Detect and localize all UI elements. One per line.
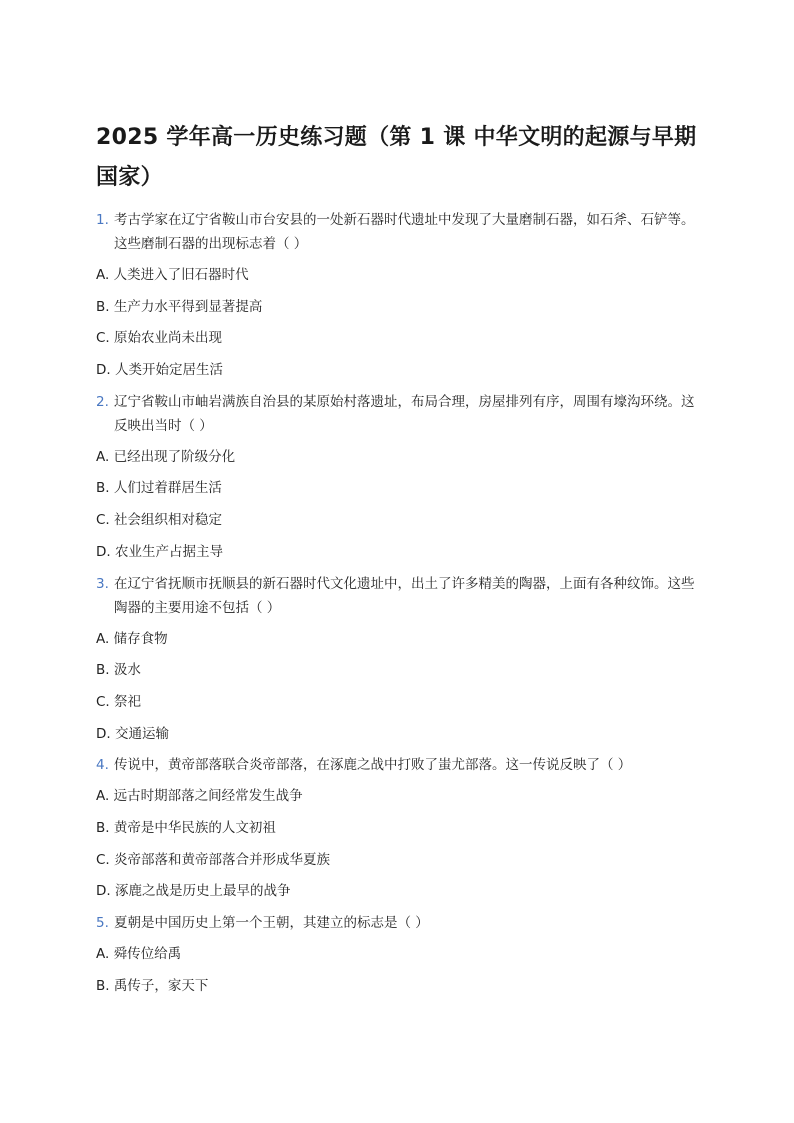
option-a: A. 远古时期部落之间经常发生战争 [96,788,303,805]
option-b: B. 汲水 [96,662,141,679]
question-1 [96,208,698,382]
option-d: D. 涿鹿之战是历史上最早的战争 [96,883,291,900]
option-d: D. 交通运输 [96,725,169,742]
question-number: 5. [96,915,109,931]
question-text: 辽宁省鞍山市岫岩满族自治县的某原始村落遗址，布局合理，房屋排列有序，周围有壕沟环绕。这反映出当时（ ） [114,393,695,434]
option-d: D. 农业生产占据主导 [96,543,223,560]
option-c: C. 社会组织相对稳定 [96,512,223,529]
document-title: 2025 学年高一历史练习题（第 1 课 中华文明的起源与早期国家） [96,125,697,190]
question-number: 3. [96,575,109,592]
option-b: B. 人们过着群居生活 [96,480,222,497]
question-stem [96,572,698,620]
question-stem [96,390,698,438]
option-c: C. 祭祀 [96,693,142,710]
option-a: A. 舜传位给禹 [96,946,182,962]
question-number: 1. [96,212,109,228]
question-stem [96,911,698,935]
question-text: 考古学家在辽宁省鞍山市台安县的一处新石器时代遗址中发现了大量磨制石器，如石斧、石铲等。这些磨制石器的出现标志着（ ） [114,212,695,252]
question-text: 在辽宁省抚顺市抚顺县的新石器时代文化遗址中，出土了许多精美的陶器，上面有各种纹饰。这些陶器的主要用途不包括（ ） [114,575,695,616]
option-c: C. 原始农业尚未出现 [96,330,223,347]
question-stem [96,753,698,777]
question-3 [96,572,698,746]
question-4 [96,753,698,903]
question-5 [96,911,698,998]
option-a: A. 人类进入了旧石器时代 [96,267,249,283]
option-c: C. 炎帝部落和黄帝部落合并形成华夏族 [96,851,331,868]
option-d: D. 人类开始定居生活 [96,362,223,379]
option-b: B. 禹传子，家天下 [96,977,209,994]
option-a: A. 储存食物 [96,630,168,647]
option-b: B. 黄帝是中华民族的人文初祖 [96,819,276,836]
option-b: B. 生产力水平得到显著提高 [96,298,263,315]
question-text: 夏朝是中国历史上第一个王朝，其建立的标志是（ ） [114,915,429,931]
question-number: 4. [96,757,109,774]
option-a: A. 已经出现了阶级分化 [96,448,236,465]
question-text: 传说中，黄帝部落联合炎帝部落，在涿鹿之战中打败了蚩尤部落。这一传说反映了（ ） [114,757,632,774]
question-stem [96,208,698,256]
question-2 [96,390,698,564]
question-number: 2. [96,393,109,410]
